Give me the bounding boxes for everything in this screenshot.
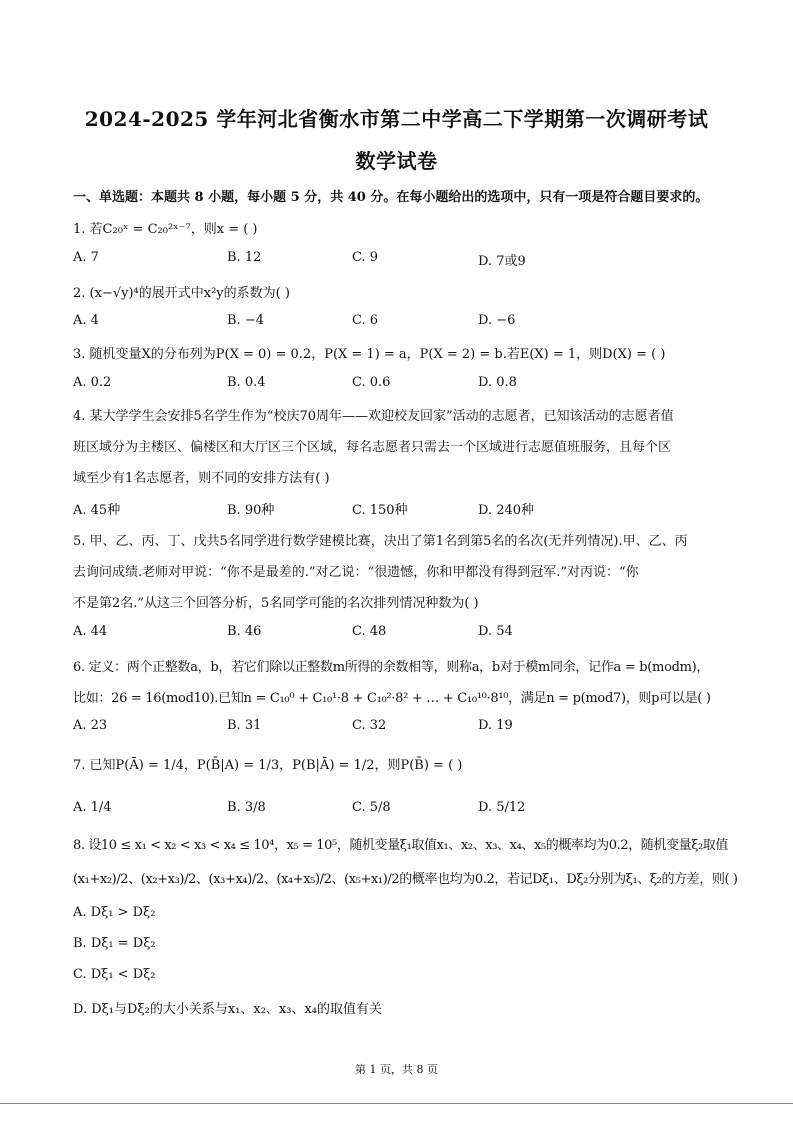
question-2-options xyxy=(73,313,728,331)
option-d: D. 0.8 xyxy=(478,375,517,390)
option-b: B. 46 xyxy=(227,624,262,639)
question-5-text-line1: 5. 甲、乙、丙、丁、戊共5名同学进行数学建模比赛，决出了第1名到第5名的名次(无并列情况).甲、乙、丙 xyxy=(73,534,688,549)
option-a: A. 7 xyxy=(73,250,99,265)
option-d: D. 7或9 xyxy=(478,254,526,269)
question-6-options xyxy=(73,718,728,736)
option-c: C. 6 xyxy=(352,313,379,328)
question-4-text-line3: 域至少有1名志愿者，则不同的安排方法有( ) xyxy=(73,471,330,486)
question-8-text-line2: (x₁+x₂)/2、(x₂+x₃)/2、(x₃+x₄)/2、(x₄+x₅)/2、(x₅+x₁)/2的概率也均为0.2，若记Dξ₁、Dξ₂分别为ξ₁、ξ₂的方差，则( ) xyxy=(73,872,738,887)
question-6-text-line2: 比如：26 = 16(mod10).已知n = C₁₀⁰ + C₁₀¹·8 + C₁₀²·8² + … + C₁₀¹⁰·8¹⁰，满足n = p(mod7)，则p可以是( ) xyxy=(73,691,711,706)
option-c: C. 5/8 xyxy=(352,800,391,815)
exam-title: 2024-2025 学年河北省衡水市第二中学高二下学期第一次调研考试 xyxy=(84,107,709,131)
question-1-text: 1. 若C₂₀ˣ = C₂₀²ˣ⁻⁷，则x = ( ) xyxy=(73,222,258,237)
option-a: A. 1/4 xyxy=(73,800,112,815)
question-8-option-a: A. Dξ₁ > Dξ₂ xyxy=(73,905,156,920)
question-5-text-line3: 不是第2名.”从这三个回答分析，5名同学可能的名次排列情况种数为( ) xyxy=(73,596,479,611)
question-7-text: 7. 已知P(Ā) = 1/4，P(B̄|A) = 1/3，P(B|Ā) = 1/2，则P(B̄) = ( ) xyxy=(73,758,463,773)
question-8-option-d: D. Dξ₁与Dξ₂的大小关系与x₁、x₂、x₃、x₄的取值有关 xyxy=(73,1002,382,1017)
question-5-options xyxy=(73,624,728,642)
section-heading: 一、单选题：本题共 8 小题，每小题 5 分，共 40 分。在每小题给出的选项中，只有一项是符合题目要求的。 xyxy=(73,190,709,205)
question-2-text: 2. (x−√y)⁴的展开式中x²y的系数为( ) xyxy=(73,286,290,301)
option-d: D. 54 xyxy=(478,624,513,639)
question-8-text-line1: 8. 设10 ≤ x₁ < x₂ < x₃ < x₄ ≤ 10⁴，x₅ = 10⁵，随机变量ξ₁取值x₁、x₂、x₃、x₄、x₅的概率均为0.2，随机变量ξ₂取值 xyxy=(73,838,728,853)
option-a: A. 0.2 xyxy=(73,375,112,390)
option-c: C. 0.6 xyxy=(352,375,391,390)
question-3-options xyxy=(73,375,728,393)
question-7-options xyxy=(73,800,728,818)
question-8-option-b: B. Dξ₁ = Dξ₂ xyxy=(73,936,156,951)
option-a: A. 4 xyxy=(73,313,99,328)
option-c: C. 48 xyxy=(352,624,387,639)
option-d: D. 5/12 xyxy=(478,800,526,815)
option-b: B. −4 xyxy=(227,313,264,328)
option-c: C. 150种 xyxy=(352,503,408,518)
option-c: C. 9 xyxy=(352,250,379,265)
option-b: B. 3/8 xyxy=(227,800,266,815)
option-d: D. 240种 xyxy=(478,503,535,518)
question-8-option-c: C. Dξ₁ < Dξ₂ xyxy=(73,967,156,982)
question-1-options xyxy=(73,250,728,268)
question-4-text-line1: 4. 某大学学生会安排5名学生作为“校庆70周年——欢迎校友回家”活动的志愿者，已知该活动的志愿者值 xyxy=(73,409,674,424)
option-c: C. 32 xyxy=(352,718,387,733)
option-b: B. 90种 xyxy=(227,503,275,518)
option-b: B. 12 xyxy=(227,250,262,265)
question-5-text-line2: 去询问成绩.老师对甲说：“你不是最差的.”对乙说：“很遗憾，你和甲都没有得到冠军.”对丙说：“你 xyxy=(73,565,639,580)
option-a: A. 23 xyxy=(73,718,108,733)
option-a: A. 45种 xyxy=(73,503,121,518)
option-b: B. 31 xyxy=(227,718,262,733)
question-3-text: 3. 随机变量X的分布列为P(X = 0) = 0.2，P(X = 1) = a，P(X = 2) = b.若E(X) = 1，则D(X) = ( ) xyxy=(73,347,666,362)
exam-subtitle: 数学试卷 xyxy=(355,149,438,173)
question-4-options xyxy=(73,499,728,517)
page-footer: 第 1 页，共 8 页 xyxy=(355,1063,438,1076)
option-a: A. 44 xyxy=(73,624,108,639)
option-d: D. −6 xyxy=(478,313,516,328)
question-6-text-line1: 6. 定义：两个正整数a，b，若它们除以正整数m所得的余数相等，则称a，b对于模m同余，记作a = b(modm)， xyxy=(73,660,710,675)
option-b: B. 0.4 xyxy=(227,375,266,390)
question-4-text-line2: 班区域分为主楼区、偏楼区和大厅区三个区域，每名志愿者只需去一个区域进行志愿值班服务，且每个区 xyxy=(73,440,672,455)
option-d: D. 19 xyxy=(478,718,513,733)
page-divider xyxy=(0,1103,793,1104)
